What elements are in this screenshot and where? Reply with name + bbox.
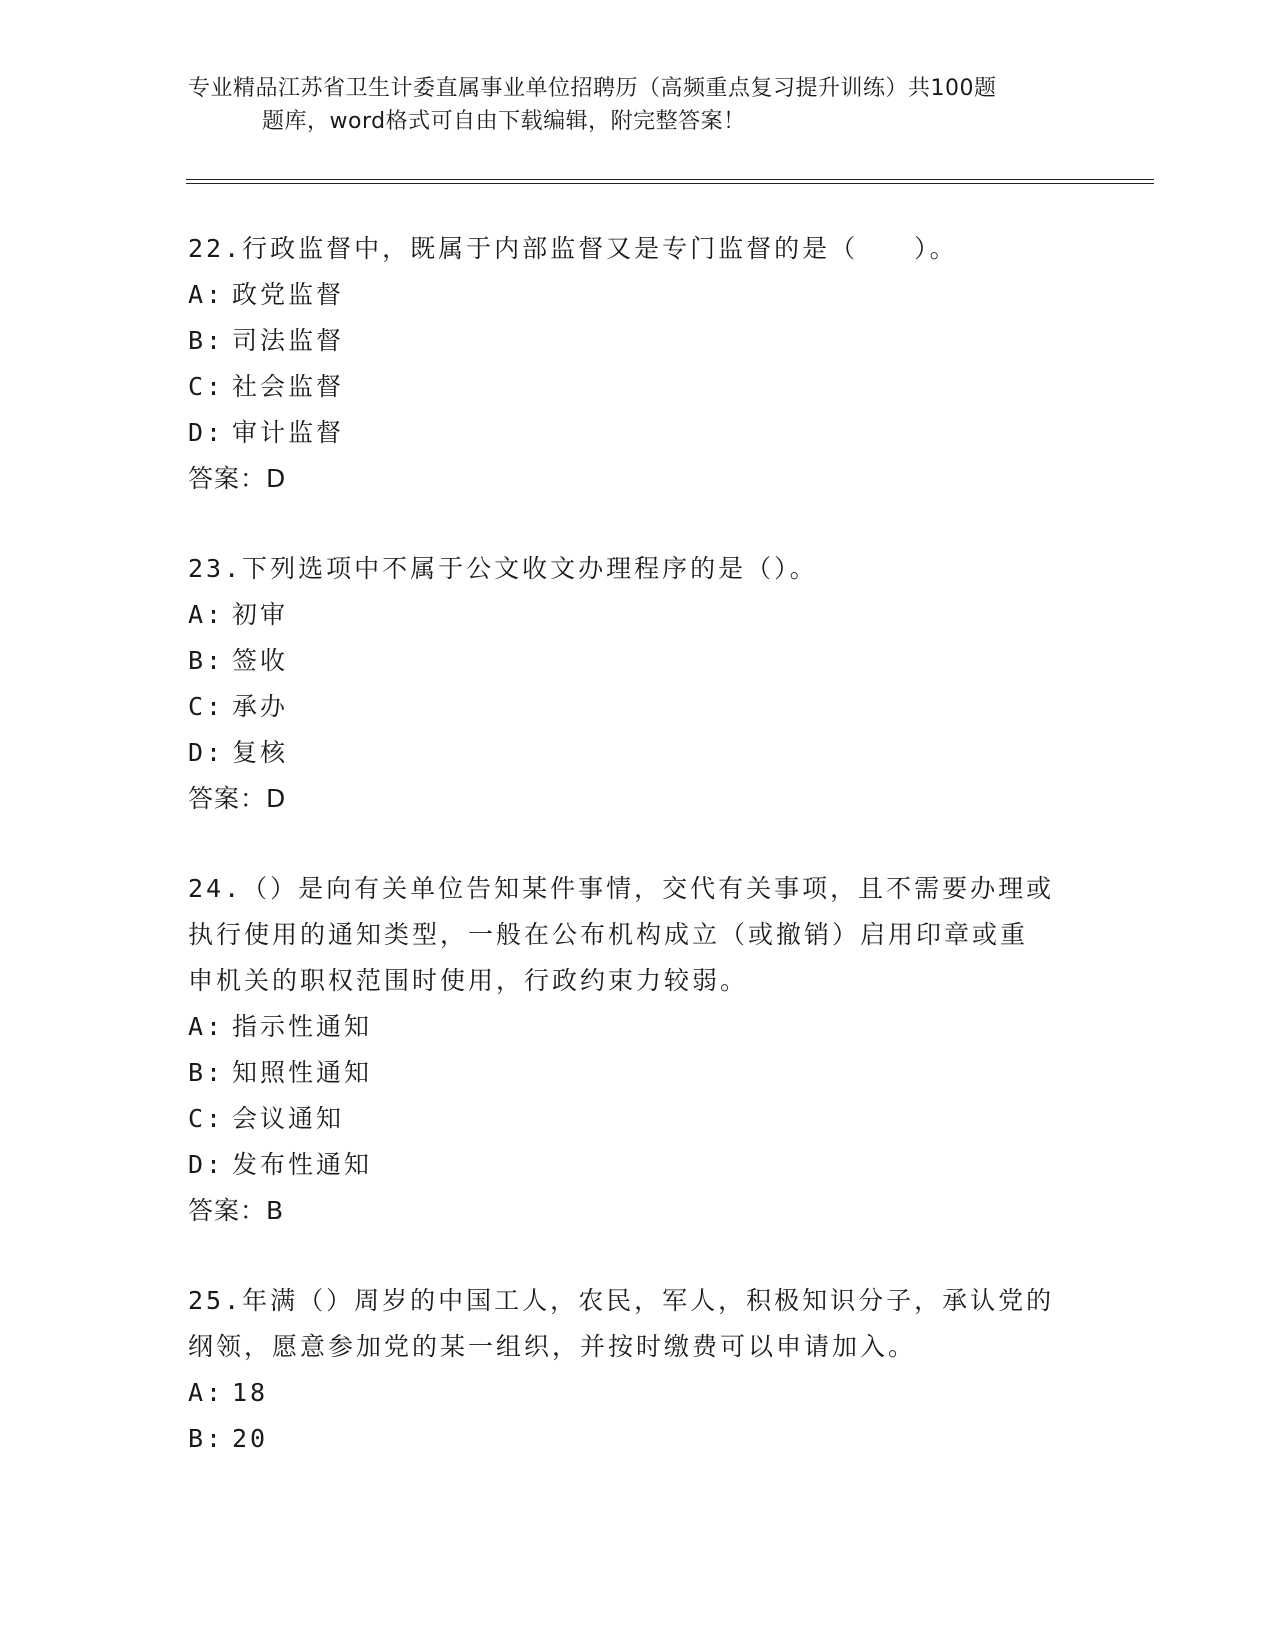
option-key: A: — [188, 1012, 225, 1041]
option-key: B: — [188, 646, 225, 675]
question-stem-line: 24.（）是向有关单位告知某件事情，交代有关事项，且不需要办理或 — [188, 874, 1055, 903]
answer-line: 答案：D — [188, 464, 287, 493]
question-stem — [188, 866, 1088, 1004]
option-text: 社会监督 — [232, 372, 345, 401]
option-key: C: — [188, 1104, 225, 1133]
option-key: B: — [188, 1424, 225, 1453]
question-item — [188, 546, 1088, 822]
question-item — [188, 226, 1088, 502]
question-stem-line: 25.年满（）周岁的中国工人，农民，军人，积极知识分子，承认党的 — [188, 1286, 1055, 1315]
question-stem-line: 申机关的职权范围时使用，行政约束力较弱。 — [188, 966, 749, 995]
answer-line: 答案：D — [188, 784, 287, 813]
option-key: C: — [188, 692, 225, 721]
option-key: D: — [188, 418, 225, 447]
question-stem — [188, 1278, 1088, 1370]
option-key: D: — [188, 1150, 225, 1179]
option-text: 司法监督 — [232, 326, 345, 355]
option-key: A: — [188, 600, 225, 629]
option-b — [188, 1050, 1088, 1096]
header-divider-bottom — [186, 183, 1154, 184]
option-a — [188, 1004, 1088, 1050]
question-stem-line: 22.行政监督中，既属于内部监督又是专门监督的是（ ）。 — [188, 234, 958, 263]
option-key: A: — [188, 1378, 225, 1407]
option-text: 复核 — [232, 738, 289, 767]
option-text: 会议通知 — [232, 1104, 345, 1133]
option-key: D: — [188, 738, 225, 767]
option-a — [188, 592, 1088, 638]
question-stem-line: 23.下列选项中不属于公文收文办理程序的是（）。 — [188, 554, 818, 583]
option-key: B: — [188, 1058, 225, 1087]
question-list — [188, 226, 1088, 1506]
option-a — [188, 272, 1088, 318]
question-stem-line: 纲领，愿意参加党的某一组织，并按时缴费可以申请加入。 — [188, 1332, 917, 1361]
answer-line: 答案：B — [188, 1196, 285, 1225]
option-text: 承办 — [232, 692, 289, 721]
option-d — [188, 410, 1088, 456]
question-item — [188, 1278, 1088, 1462]
option-text: 政党监督 — [232, 280, 345, 309]
option-c — [188, 1096, 1088, 1142]
option-key: C: — [188, 372, 225, 401]
option-text: 20 — [232, 1424, 269, 1453]
option-c — [188, 364, 1088, 410]
option-text: 初审 — [232, 600, 289, 629]
option-text: 发布性通知 — [232, 1150, 373, 1179]
question-item — [188, 866, 1088, 1234]
document-header — [188, 72, 1088, 138]
option-text: 签收 — [232, 646, 289, 675]
option-key: A: — [188, 280, 225, 309]
question-stem — [188, 226, 1088, 272]
option-c — [188, 684, 1088, 730]
question-stem-line: 执行使用的通知类型，一般在公布机构成立（或撤销）启用印章或重 — [188, 920, 1029, 949]
option-d — [188, 730, 1088, 776]
header-title-line-2: 题库，word格式可自由下载编辑，附完整答案！ — [262, 109, 746, 134]
header-title-line-1: 专业精品江苏省卫生计委直属事业单位招聘历（高频重点复习提升训练）共100题 — [188, 76, 997, 101]
question-stem — [188, 546, 1088, 592]
option-text: 知照性通知 — [232, 1058, 373, 1087]
option-text: 审计监督 — [232, 418, 345, 447]
option-b — [188, 318, 1088, 364]
option-d — [188, 1142, 1088, 1188]
option-key: B: — [188, 326, 225, 355]
option-text: 18 — [232, 1378, 269, 1407]
option-text: 指示性通知 — [232, 1012, 373, 1041]
option-b — [188, 638, 1088, 684]
option-a — [188, 1370, 1088, 1416]
option-b — [188, 1416, 1088, 1462]
header-divider-top — [186, 179, 1154, 180]
